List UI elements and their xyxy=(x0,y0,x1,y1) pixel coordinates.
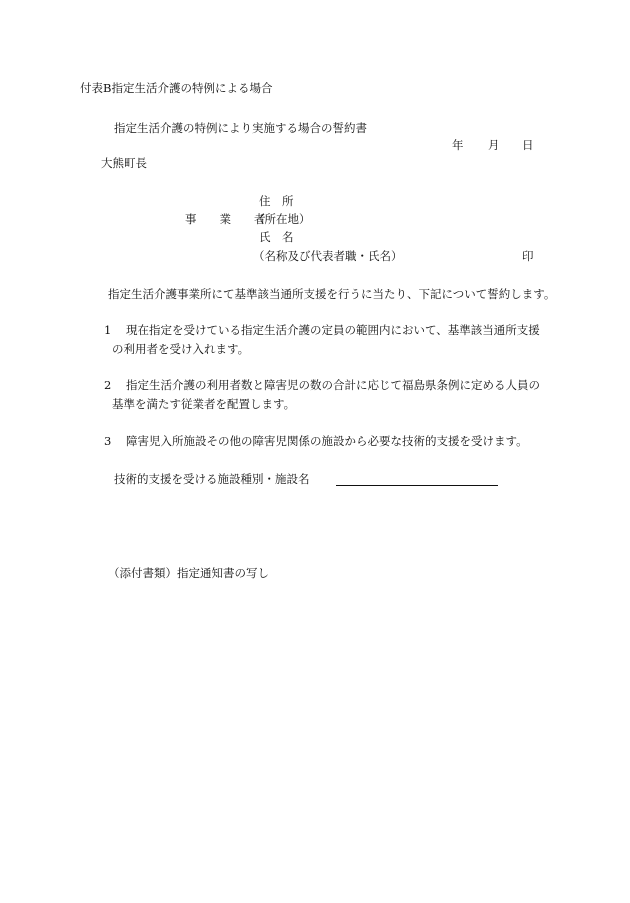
operator-label: 事 業 者 xyxy=(185,212,266,226)
date-year: 年 xyxy=(452,138,464,152)
attachment-note: （添付書類）指定通知書の写し xyxy=(108,566,269,580)
item-2-number: 2 xyxy=(104,378,112,392)
form-header-label: 付表B指定生活介護の特例による場合 xyxy=(80,81,273,95)
item-2-line1: 指定生活介護の利用者数と障害児の数の合計に応じて福島県条例に定める人員の xyxy=(126,378,540,392)
name-label: 氏 名 xyxy=(259,230,294,244)
intro-statement: 指定生活介護事業所にて基準該当通所支援を行うに当たり、下記について誓約します。 xyxy=(108,287,556,301)
document-title: 指定生活介護の特例により実施する場合の誓約書 xyxy=(114,121,367,135)
item-2-line2: 基準を満たす従業者を配置します。 xyxy=(112,397,296,411)
item-1-line1: 現在指定を受けている指定生活介護の定員の範囲内において、基準該当通所支援 xyxy=(126,323,540,337)
date-day: 日 xyxy=(522,138,534,152)
item-3-number: 3 xyxy=(104,434,112,448)
date-month: 月 xyxy=(488,138,500,152)
address-label: 住 所 xyxy=(259,194,294,208)
date-line xyxy=(452,138,464,152)
support-facility-label: 技術的支援を受ける施設種別・施設名 xyxy=(114,472,310,486)
item-1-number: 1 xyxy=(104,323,112,337)
seal-mark: 印 xyxy=(522,249,534,263)
location-label: （所在地） xyxy=(253,212,311,226)
item-1-line2: の利用者を受け入れます。 xyxy=(112,342,250,356)
representative-label: （名称及び代表者職・氏名） xyxy=(253,249,403,263)
item-3-line1: 障害児入所施設その他の障害児関係の施設から必要な技術的支援を受けます。 xyxy=(126,434,528,448)
support-facility-blank-line xyxy=(336,485,498,486)
addressee: 大熊町長 xyxy=(101,156,147,170)
